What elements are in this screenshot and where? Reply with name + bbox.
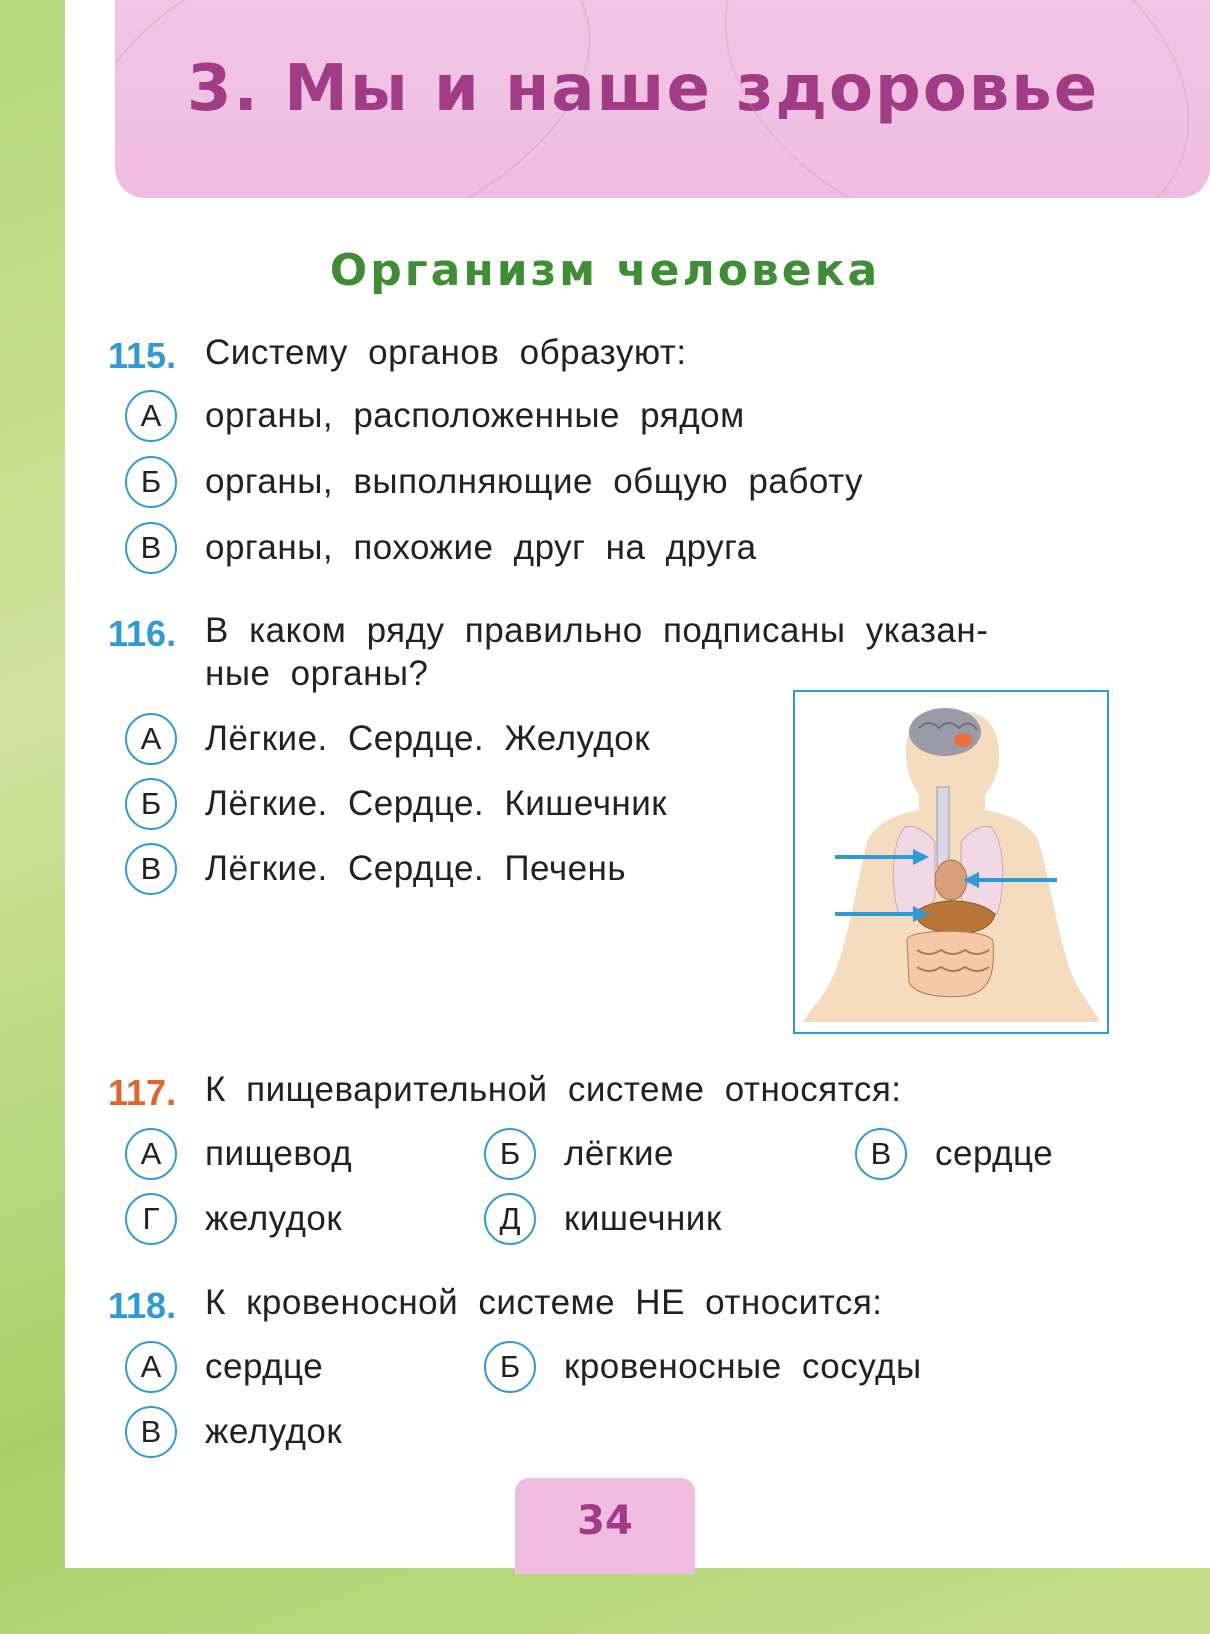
chapter-title: 3. Мы и наше здоровье bbox=[187, 52, 1100, 126]
option-text: кровеносные сосуды bbox=[564, 1347, 922, 1386]
option-text: органы, похожие друг на друга bbox=[205, 528, 757, 567]
answer-option-b[interactable] bbox=[125, 778, 667, 830]
option-letter-badge[interactable]: А bbox=[125, 1128, 177, 1180]
answer-option-a[interactable] bbox=[125, 390, 745, 442]
question-text: Систему органов образуют: bbox=[205, 333, 687, 372]
option-text: Лёгкие. Сердце. Кишечник bbox=[205, 784, 668, 823]
option-text: кишечник bbox=[564, 1199, 722, 1238]
section-title: Организм человека bbox=[329, 245, 881, 296]
lungs bbox=[893, 826, 935, 915]
answer-option-e[interactable] bbox=[484, 1193, 722, 1245]
option-letter-badge[interactable]: Д bbox=[484, 1193, 536, 1245]
option-text: сердце bbox=[205, 1347, 324, 1386]
question-text-line-2: ные органы? bbox=[205, 654, 429, 693]
option-text: сердце bbox=[935, 1134, 1054, 1173]
page-number: 34 bbox=[577, 1498, 633, 1544]
answer-option-a[interactable] bbox=[125, 1341, 323, 1393]
option-letter-badge[interactable]: Б bbox=[484, 1128, 536, 1180]
option-text: желудок bbox=[205, 1412, 343, 1451]
answer-option-c[interactable] bbox=[855, 1128, 1053, 1180]
question-text: К пищеварительной системе относятся: bbox=[205, 1070, 902, 1109]
answer-option-a[interactable] bbox=[125, 1128, 352, 1180]
option-letter-badge[interactable]: А bbox=[125, 390, 177, 442]
answer-option-c[interactable] bbox=[125, 1406, 342, 1458]
option-text: лёгкие bbox=[564, 1134, 674, 1173]
answer-option-b[interactable] bbox=[484, 1128, 674, 1180]
question-text: К кровеносной системе НЕ относится: bbox=[205, 1283, 883, 1322]
human-organs-illustration bbox=[795, 692, 1107, 1032]
option-letter-badge[interactable]: Г bbox=[125, 1193, 177, 1245]
option-letter-badge[interactable]: Б bbox=[484, 1341, 536, 1393]
option-text: Лёгкие. Сердце. Печень bbox=[205, 849, 627, 888]
brain bbox=[909, 708, 981, 756]
option-letter-badge[interactable]: А bbox=[125, 1341, 177, 1393]
option-letter-badge[interactable]: А bbox=[125, 713, 177, 765]
answer-option-a[interactable] bbox=[125, 713, 650, 765]
option-text: пищевод bbox=[205, 1134, 353, 1173]
option-letter-badge[interactable]: В bbox=[125, 522, 177, 574]
option-letter-badge[interactable]: В bbox=[125, 1406, 177, 1458]
page-number-tab bbox=[515, 1478, 695, 1574]
heart bbox=[935, 860, 967, 900]
question-number: 116. bbox=[108, 613, 177, 654]
trachea bbox=[937, 787, 949, 867]
option-letter-badge[interactable]: В bbox=[855, 1128, 907, 1180]
intestines bbox=[907, 931, 993, 996]
anatomy-figure bbox=[793, 690, 1109, 1034]
question-number: 117. bbox=[108, 1072, 177, 1113]
answer-option-d[interactable] bbox=[125, 1193, 342, 1245]
chapter-header bbox=[115, 0, 1210, 198]
question-number: 115. bbox=[108, 335, 177, 376]
question-number: 118. bbox=[108, 1285, 177, 1326]
option-text: желудок bbox=[205, 1199, 343, 1238]
answer-option-c[interactable] bbox=[125, 522, 757, 574]
option-letter-badge[interactable]: В bbox=[125, 843, 177, 895]
option-letter-badge[interactable]: Б bbox=[125, 456, 177, 508]
option-text: Лёгкие. Сердце. Желудок bbox=[205, 719, 651, 758]
question-text-line-1: В каком ряду правильно подписаны указан- bbox=[205, 611, 989, 650]
answer-option-b[interactable] bbox=[484, 1341, 922, 1393]
answer-option-c[interactable] bbox=[125, 843, 626, 895]
option-text: органы, выполняющие общую работу bbox=[205, 462, 863, 501]
option-letter-badge[interactable]: Б bbox=[125, 778, 177, 830]
answer-option-b[interactable] bbox=[125, 456, 863, 508]
option-text: органы, расположенные рядом bbox=[205, 396, 745, 435]
